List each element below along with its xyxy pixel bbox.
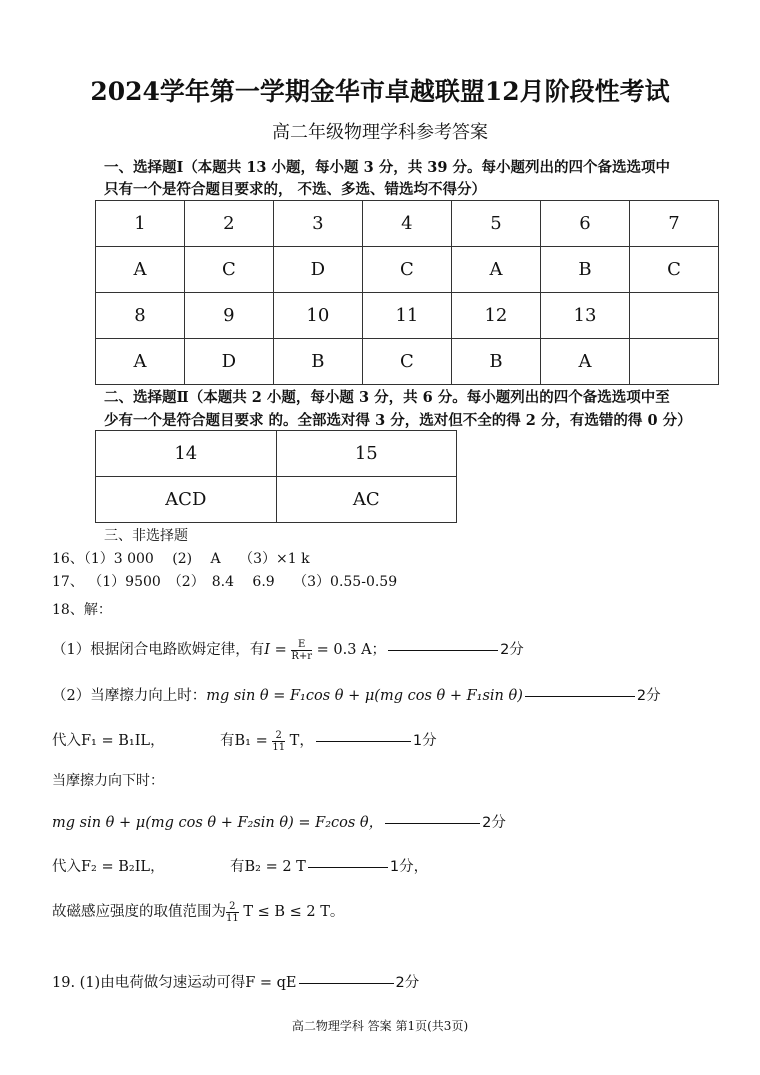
fraction <box>291 639 312 662</box>
dash-line <box>299 983 394 984</box>
table-cell: 8 <box>96 293 185 339</box>
answer-q18-part3 <box>52 729 437 753</box>
table-cell: C <box>630 247 719 293</box>
table-row <box>96 201 719 247</box>
formula: mg sin θ = F₁cos θ + μ(mg cos θ + F₁sin θ) <box>206 688 523 704</box>
text: （1）根据闭合电路欧姆定律，有 <box>52 642 265 658</box>
numerator: 2 <box>226 901 239 913</box>
dash-line <box>525 696 635 697</box>
table-cell: 13 <box>540 293 629 339</box>
formula: T， <box>285 733 314 749</box>
denominator: 11 <box>226 912 239 924</box>
answer-q18-part2 <box>52 684 661 705</box>
points: 1分 <box>412 733 437 749</box>
formula: 代入F₂ = B₂IL， <box>52 859 165 875</box>
answer-q18-part4: 当摩擦力向下时： <box>52 773 164 789</box>
page-title: 2024学年第一学期金华市卓越联盟12月阶段性考试 <box>90 77 670 106</box>
formula: I = <box>264 642 292 658</box>
answer-q17: 17、 （1）9500 （2） 8.4 6.9 （3）0.55-0.59 <box>52 574 398 590</box>
points: 1分， <box>389 859 429 875</box>
section1-instructions-2: 只有一个是符合题目要求的， 不选、多选、错选均不得分） <box>104 181 487 198</box>
denominator: R+r <box>291 650 313 662</box>
text: 故磁感应强度的取值范围为 <box>52 904 226 920</box>
table-cell: B <box>273 339 362 385</box>
table-row <box>96 339 719 385</box>
points: 2分 <box>500 642 524 658</box>
table-cell: B <box>540 247 629 293</box>
dash-line <box>308 867 388 868</box>
table-cell: ACD <box>96 477 277 523</box>
section1-answer-table <box>95 200 719 385</box>
text: （2）当摩擦力向上时： <box>52 688 207 704</box>
table-cell: 6 <box>540 201 629 247</box>
table-row <box>96 477 457 523</box>
numerator: 2 <box>272 730 285 742</box>
answer-q18-heading: 18、解： <box>52 602 112 618</box>
table-cell: D <box>184 339 273 385</box>
table-cell: 4 <box>362 201 451 247</box>
table-cell: A <box>96 339 185 385</box>
table-cell: 12 <box>451 293 540 339</box>
table-cell: 3 <box>273 201 362 247</box>
table-cell: C <box>362 339 451 385</box>
fraction <box>226 901 239 924</box>
table-row <box>96 431 457 477</box>
formula: T ≤ B ≤ 2 T。 <box>238 904 345 920</box>
table-cell: 1 <box>96 201 185 247</box>
formula: 有B₁ = <box>220 733 273 749</box>
points: 2分 <box>395 975 420 991</box>
formula: 有B₂ = 2 T <box>230 859 306 875</box>
table-cell <box>630 293 719 339</box>
fraction <box>272 730 285 753</box>
answer-q18-part5 <box>52 811 506 832</box>
table-row <box>96 247 719 293</box>
table-cell: 9 <box>184 293 273 339</box>
table-row <box>96 293 719 339</box>
table-cell: A <box>451 247 540 293</box>
numerator: E <box>291 639 312 651</box>
section2-answer-table <box>95 430 457 523</box>
table-cell: 7 <box>630 201 719 247</box>
page-subtitle: 高二年级物理学科参考答案 <box>272 122 488 143</box>
section2-instructions-2: 少有一个是符合题目要求 的。全部选对得 3 分，选对但不全的得 2 分，有选错的得 0 分） <box>104 412 692 429</box>
points: 2分 <box>482 815 506 831</box>
table-cell: 15 <box>276 431 456 477</box>
table-cell: C <box>362 247 451 293</box>
table-cell: 5 <box>451 201 540 247</box>
formula: = 0.3 A； <box>312 642 387 658</box>
formula: 19. (1)由电荷做匀速运动可得F = qE <box>52 975 297 991</box>
table-cell: C <box>184 247 273 293</box>
dash-line <box>388 650 498 651</box>
answer-q18-part1 <box>52 638 524 662</box>
table-cell: 14 <box>96 431 277 477</box>
table-cell: B <box>451 339 540 385</box>
dash-line <box>385 823 480 824</box>
table-cell: D <box>273 247 362 293</box>
table-cell: A <box>540 339 629 385</box>
formula: 代入F₁ = B₁IL， <box>52 733 165 749</box>
answer-q19 <box>52 971 419 992</box>
table-cell: 2 <box>184 201 273 247</box>
page-footer: 高二物理学科 答案 第1页(共3页) <box>291 1019 469 1033</box>
section1-instructions-1: 一、选择题Ⅰ（本题共 13 小题，每小题 3 分，共 39 分。每小题列出的四个备选选项中 <box>104 159 671 176</box>
formula: mg sin θ + μ(mg cos θ + F₂sin θ) = F₂cos θ， <box>52 815 384 831</box>
answer-q18-part6 <box>52 855 428 876</box>
table-cell: A <box>96 247 185 293</box>
dash-line <box>316 741 411 742</box>
denominator: 11 <box>272 741 286 753</box>
points: 2分 <box>636 688 661 704</box>
answer-q18-part7 <box>52 900 344 924</box>
table-cell: 11 <box>362 293 451 339</box>
answer-q16: 16、（1）3 000 (2) A （3）×1 k <box>52 551 310 567</box>
section3-heading: 三、非选择题 <box>104 528 188 544</box>
table-cell <box>630 339 719 385</box>
table-cell: AC <box>276 477 456 523</box>
table-cell: 10 <box>273 293 362 339</box>
section2-instructions-1: 二、选择题Ⅱ（本题共 2 小题，每小题 3 分，共 6 分。每小题列出的四个备选选项中至 <box>104 389 670 406</box>
